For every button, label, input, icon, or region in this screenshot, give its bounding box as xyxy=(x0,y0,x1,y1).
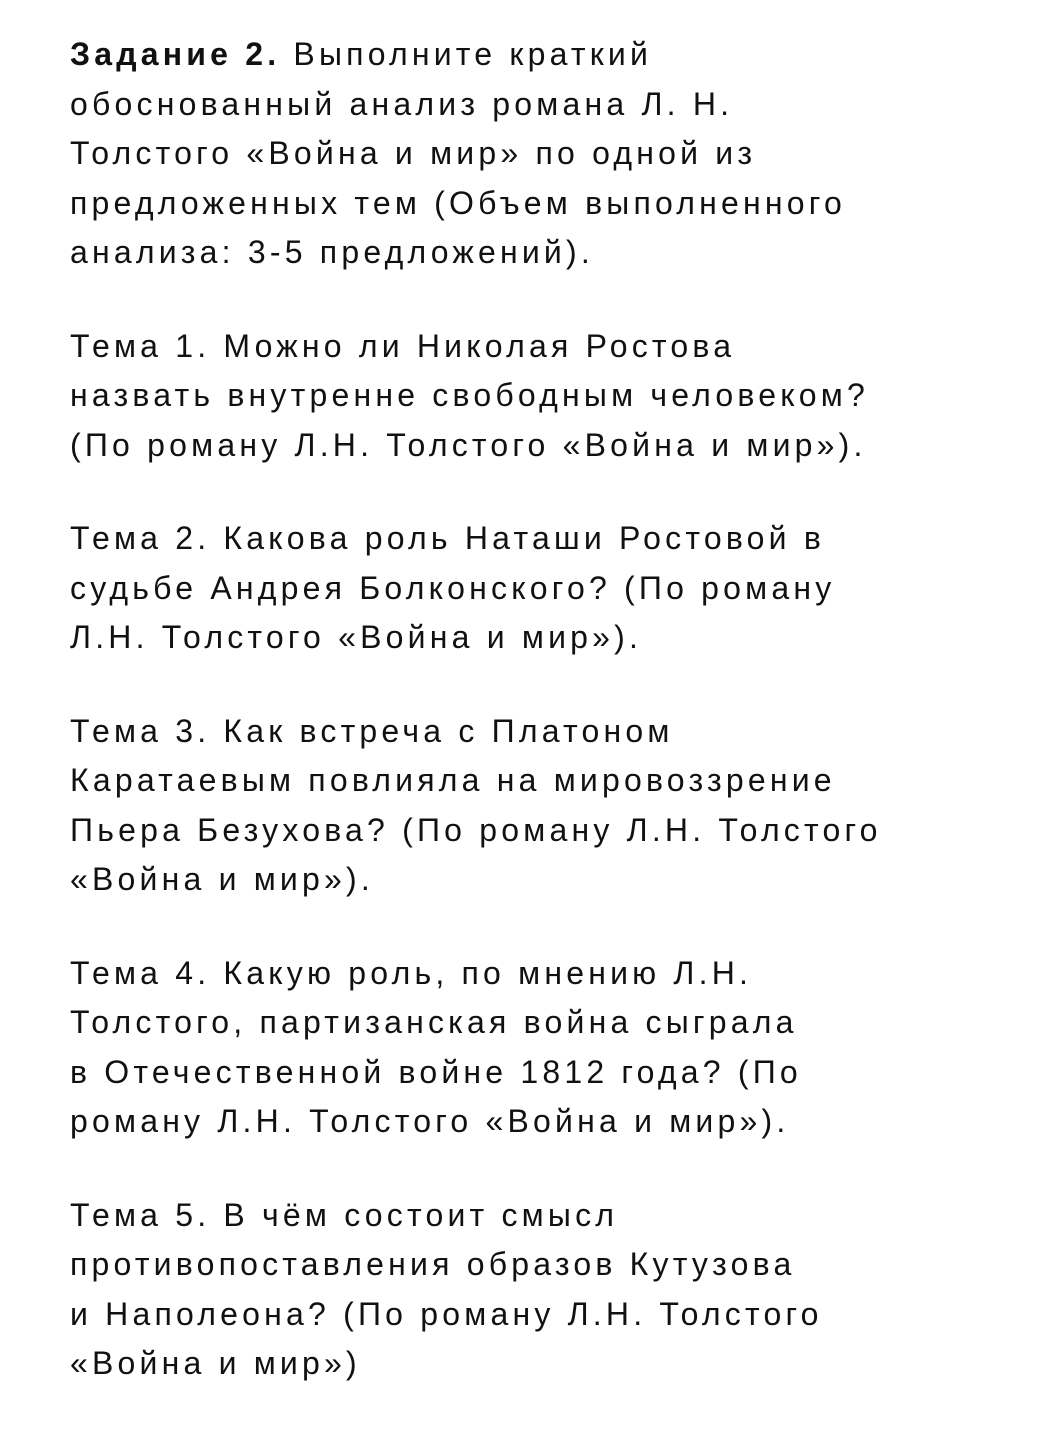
task-text: Выполните краткий xyxy=(280,36,653,72)
theme-line: назвать внутренне свободным человеком? xyxy=(70,377,870,413)
theme-line: Тема 1. Можно ли Николая Ростова xyxy=(70,327,736,364)
theme-1-block xyxy=(70,322,1030,471)
theme-line: противопоставления образов Кутузова xyxy=(70,1246,796,1282)
theme-line: Тема 2. Какова роль Наташи Ростовой в xyxy=(70,520,826,556)
theme-line: Тема 5. В чём состоит смысл xyxy=(70,1196,619,1233)
theme-line: Каратаевым повлияла на мировоззрение xyxy=(70,762,836,798)
theme-line: судьбе Андрея Болконского? (По роману xyxy=(70,569,836,606)
theme-line: роману Л.Н. Толстого «Война и мир»). xyxy=(70,1103,790,1139)
document-page xyxy=(70,30,1030,1433)
task-block xyxy=(70,30,1030,278)
task-label: Задание 2. xyxy=(70,36,281,72)
theme-line: в Отечественной войне 1812 года? (По xyxy=(70,1053,802,1090)
theme-2-block xyxy=(70,514,1030,663)
theme-3-block xyxy=(70,707,1030,905)
theme-line: «Война и мир») xyxy=(70,1345,361,1381)
task-line: обоснованный анализ романа Л. Н. xyxy=(70,85,734,122)
task-line: Толстого «Война и мир» по одной из xyxy=(70,135,757,171)
theme-line: Толстого, партизанская война сыграла xyxy=(70,1004,798,1040)
theme-line: (По роману Л.Н. Толстого «Война и мир»). xyxy=(70,426,867,463)
theme-line: «Война и мир»). xyxy=(70,861,374,897)
theme-4-block xyxy=(70,949,1030,1147)
theme-line: Тема 3. Как встреча с Платоном xyxy=(70,712,674,749)
task-line: анализа: 3-5 предложений). xyxy=(70,234,594,270)
theme-5-block xyxy=(70,1191,1030,1389)
theme-line: и Наполеона? (По роману Л.Н. Толстого xyxy=(70,1295,823,1332)
theme-line: Пьера Безухова? (По роману Л.Н. Толстого xyxy=(70,811,882,848)
theme-line: Л.Н. Толстого «Война и мир»). xyxy=(70,619,643,655)
task-line xyxy=(70,30,1030,80)
theme-line: Тема 4. Какую роль, по мнению Л.Н. xyxy=(70,954,753,991)
task-line: предложенных тем (Объем выполненного xyxy=(70,184,846,221)
